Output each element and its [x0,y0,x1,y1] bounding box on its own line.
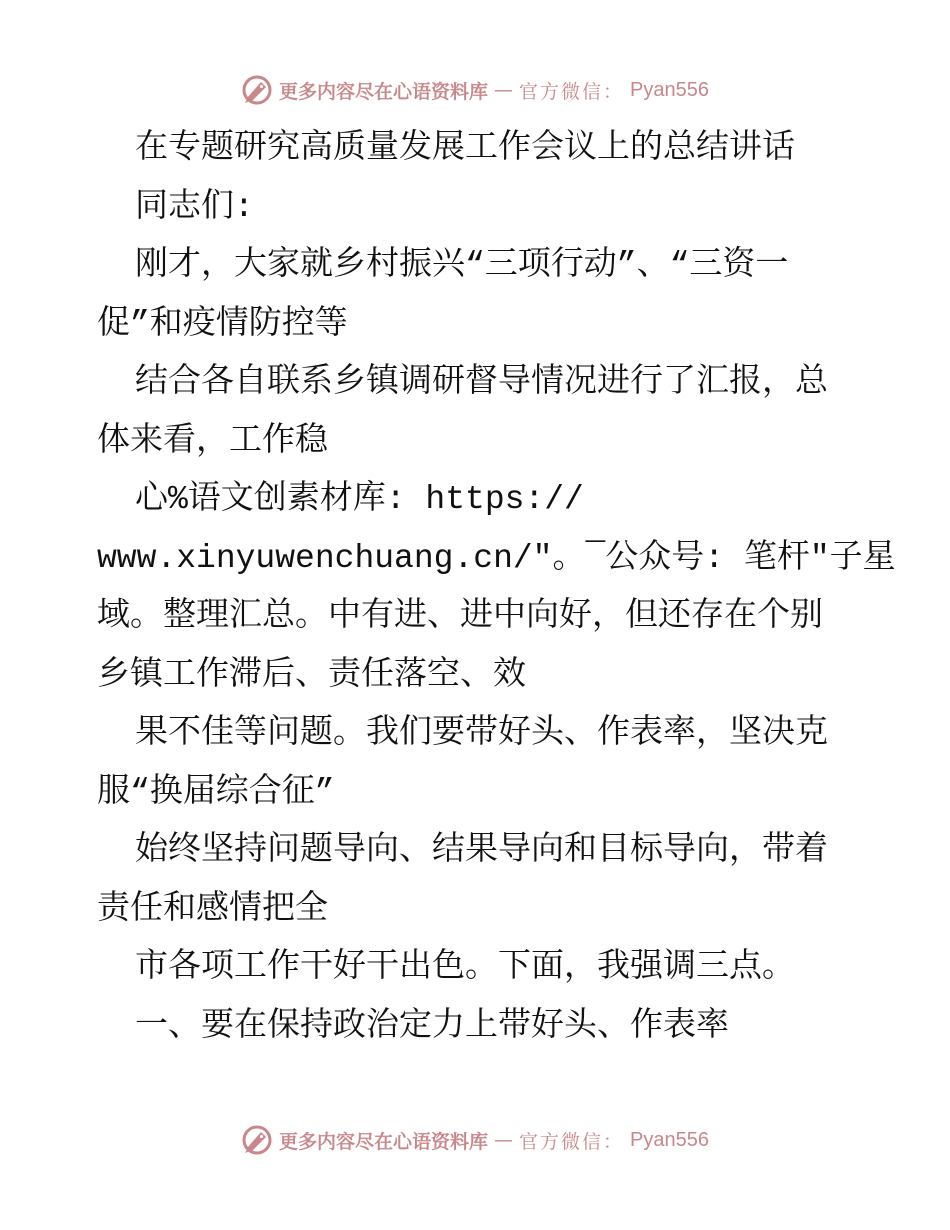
watermark-brand: 更多内容尽在心语资料库 [279,1130,489,1153]
watermark [241,1124,709,1156]
watermark-dash: — [494,79,514,101]
pen-nib-logo-icon [241,1124,273,1156]
text-line-10: 乡镇工作滞后、责任落空、效 [97,656,526,694]
document-body [97,120,896,1056]
text-line-3: 刚才，大家就乡村振兴“三项行动”、“三资一 [135,247,789,284]
text-line-15: 市各项工作干好干出色。下面，我强调三点。 [135,949,795,986]
text-line-5: 结合各自联系乡镇调研督导情况进行了汇报，总 [135,364,828,401]
watermark-wechat-label: 官方微信： [519,1130,625,1153]
pen-nib-logo-icon [241,74,273,106]
text-line-14: 责任和感情把全 [97,890,328,928]
text-line-11: 果不佳等问题。我们要带好头、作表率，坚决克 [135,715,828,752]
document-title: 在专题研究高质量发展工作会议上的总结讲话 [135,130,795,167]
text-line-8: www.xinyuwenchuang.cn/"。¯公众号: 笔杆"子星 [97,539,896,577]
watermark-wechat-id: Pyan556 [630,1128,709,1151]
text-line-6: 体来看，工作稳 [97,422,328,460]
text-line-12: 服“换届综合征” [97,773,335,811]
watermark-wechat-label: 官方微信： [519,80,625,103]
text-line-7: 心%语文创素材库: https:// [135,481,584,518]
watermark-dash: — [494,1129,514,1151]
text-line-9: 域。整理汇总。中有进、进中向好，但还存在个别 [97,598,823,635]
watermark [241,74,709,106]
watermark-wechat-id: Pyan556 [630,78,709,101]
text-line-4: 促”和疫情防控等 [97,305,348,343]
page-header-watermark [0,68,950,112]
watermark-brand: 更多内容尽在心语资料库 [279,80,489,103]
salutation: 同志们: [135,188,254,226]
page-footer-watermark [0,1118,950,1162]
text-line-13: 始终坚持问题导向、结果导向和目标导向，带着 [135,832,828,869]
section-heading-1: 一、要在保持政治定力上带好头、作表率 [135,1007,729,1045]
